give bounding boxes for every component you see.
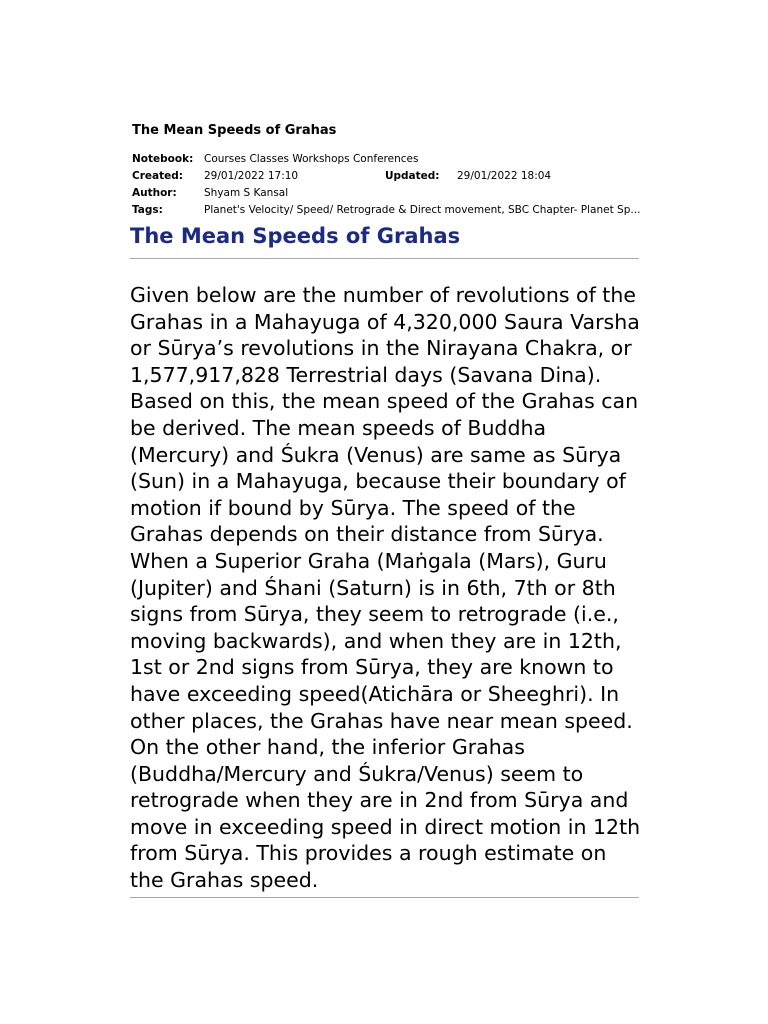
note-title: The Mean Speeds of Grahas: [132, 123, 337, 138]
author-value: Shyam S Kansal: [204, 187, 289, 199]
notebook-label: Notebook:: [132, 153, 194, 165]
heading-divider: [130, 258, 639, 259]
author-row: [132, 185, 642, 202]
tags-value: Planet's Velocity/ Speed/ Retrograde & Direct movement, SBC Chapter- Planet Sp...: [204, 204, 641, 216]
created-value: 29/01/2022 17:10: [204, 170, 299, 182]
bottom-divider: [130, 897, 639, 898]
tags-label: Tags:: [132, 204, 163, 216]
updated-label: Updated:: [385, 170, 440, 182]
tags-row: [132, 202, 642, 219]
note-metadata: [132, 151, 642, 219]
notebook-row: [132, 151, 642, 168]
content-heading: The Mean Speeds of Grahas: [130, 224, 461, 248]
body-paragraph: Given below are the number of revolutions of the Grahas in a Mahayuga of 4,320,000 Saura Varsha or Sūrya’s revolutions in the Nirayana Chakra, or 1,577,917,828 Terrestrial days (Savana Dina). Based on this, the mean speed of the Grahas can be derived. The mean speeds of Buddha (Mercury) and Śukra (Venus) are same as Sūrya (Sun) in a Mahayuga, because their boundary of motion if bound by Sūrya. The speed of the Grahas depends on their distance from Sūrya. When a Superior Graha (Maṅgala (Mars), Guru (Jupiter) and Śhani (Saturn) is in 6th, 7th or 8th signs from Sūrya, they seem to retrograde (i.e., moving backwards), and when they are in 12th, 1st or 2nd signs from Sūrya, they are known to have exceeding speed(Atichāra or Sheeghri). In other places, the Grahas have near mean speed. On the other hand, the inferior Grahas (Buddha/Mercury and Śukra/Venus) seem to retrograde when they are in 2nd from Sūrya and move in exceeding speed in direct motion in 12th from Sūrya. This provides a rough estimate on the Grahas speed.: [130, 283, 641, 893]
updated-value: 29/01/2022 18:04: [457, 170, 552, 182]
created-row: [132, 168, 642, 185]
created-label: Created:: [132, 170, 183, 182]
notebook-value: Courses Classes Workshops Conferences: [204, 153, 419, 165]
author-label: Author:: [132, 187, 177, 199]
